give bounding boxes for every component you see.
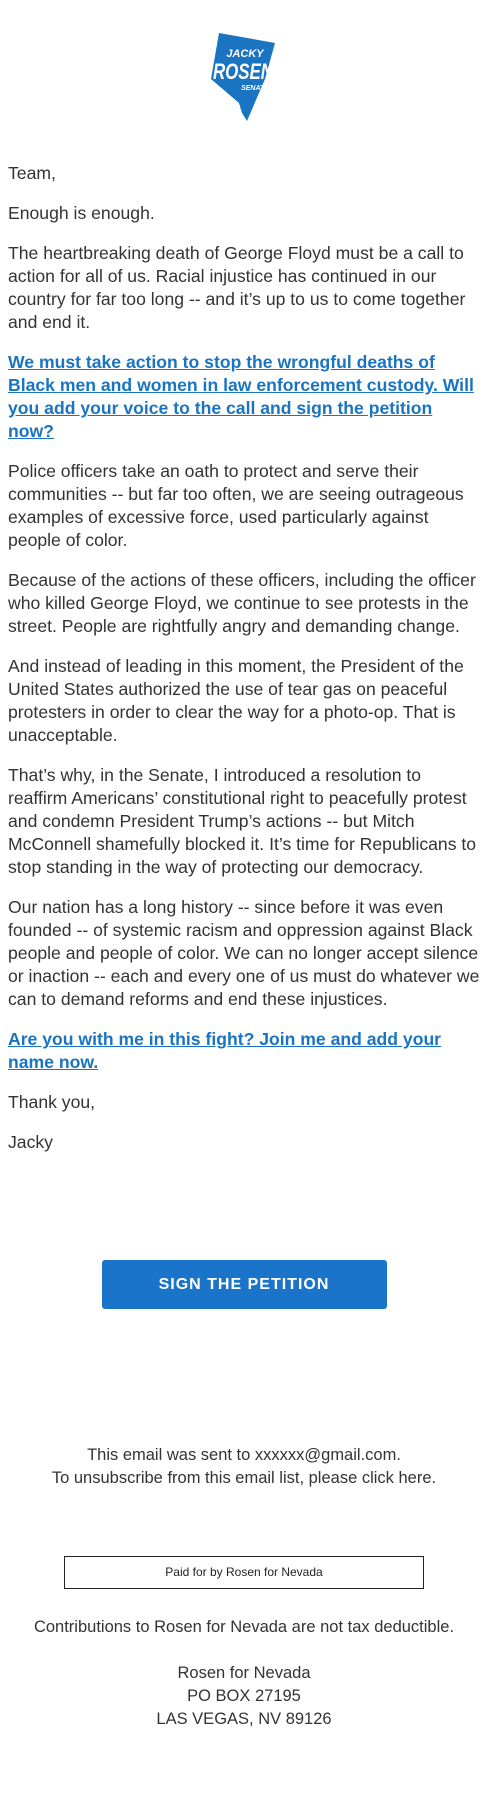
petition-link[interactable]: We must take action to stop the wrongful deaths of Black men and women in law enforcement custody. Will you add your voice to the call and sign the petition now? — [8, 352, 474, 441]
sent-to-text: This email was sent to xxxxxx@gmail.com. — [87, 1446, 401, 1464]
paragraph-1: Enough is enough. — [8, 203, 155, 223]
greeting-text: Team, — [8, 163, 56, 183]
header-logo — [0, 33, 488, 123]
contributions-text: Contributions to Rosen for Nevada are not tax deductible. — [33, 1618, 455, 1636]
mailing-address — [0, 1662, 488, 1731]
paid-for-container — [0, 1556, 488, 1589]
paragraph-5: And instead of leading in this moment, the President of the United States authorized the use of tear gas on peaceful protesters in order to clear the way for a photo-op. That is unacceptable. — [8, 656, 464, 745]
cta-container — [0, 1260, 488, 1309]
petition-link-paragraph — [8, 351, 482, 443]
paragraph-6: That’s why, in the Senate, I introduced a resolution to reaffirm Americans’ constitutional right to peacefully protest and condemn President Trump’s actions -- but Mitch McConnell shamefully blocked it. It’s time for Republicans to stop standing in the way of protecting our democracy. — [8, 765, 477, 877]
logo-main-text: ROSEN — [213, 59, 274, 84]
sign-petition-button[interactable]: SIGN THE PETITION — [102, 1260, 387, 1309]
address-po-box: PO BOX 27195 — [187, 1687, 301, 1705]
join-link[interactable]: Are you with me in this fight? Join me and add your name now. — [8, 1029, 442, 1072]
signature-text: Jacky — [8, 1132, 53, 1152]
email-body — [8, 162, 482, 1171]
footer-email-info — [0, 1444, 488, 1490]
unsubscribe-text[interactable]: To unsubscribe from this email list, please click here. — [51, 1469, 437, 1487]
paragraph-3: Police officers take an oath to protect and serve their communities -- but far too often, we are seeing outrageous examples of excessive force, used particularly against people of color. — [8, 461, 464, 550]
nevada-state-logo-icon — [209, 33, 279, 123]
address-org: Rosen for Nevada — [177, 1664, 311, 1682]
logo-top-text: JACKY — [226, 48, 264, 60]
paid-for-disclaimer: Paid for by Rosen for Nevada — [64, 1556, 424, 1589]
closing-text: Thank you, — [8, 1092, 96, 1112]
join-link-paragraph — [8, 1028, 482, 1074]
logo-bottom-text: SENATE — [241, 85, 269, 92]
address-city: LAS VEGAS, NV 89126 — [156, 1710, 332, 1728]
paragraph-2: The heartbreaking death of George Floyd must be a call to action for all of us. Racial injustice has continued in our country for far too long -- and it’s up to us to come together and end it. — [8, 243, 466, 332]
paragraph-4: Because of the actions of these officers, including the officer who killed George Floyd, we continue to see protests in the street. People are rightfully angry and demanding change. — [8, 570, 476, 636]
paragraph-7: Our nation has a long history -- since before it was even founded -- of systemic racism and oppression against Black people and people of color. We can no longer accept silence or inaction -- each and every one of us must do whatever we can to demand reforms and end these injustices. — [8, 897, 480, 1009]
